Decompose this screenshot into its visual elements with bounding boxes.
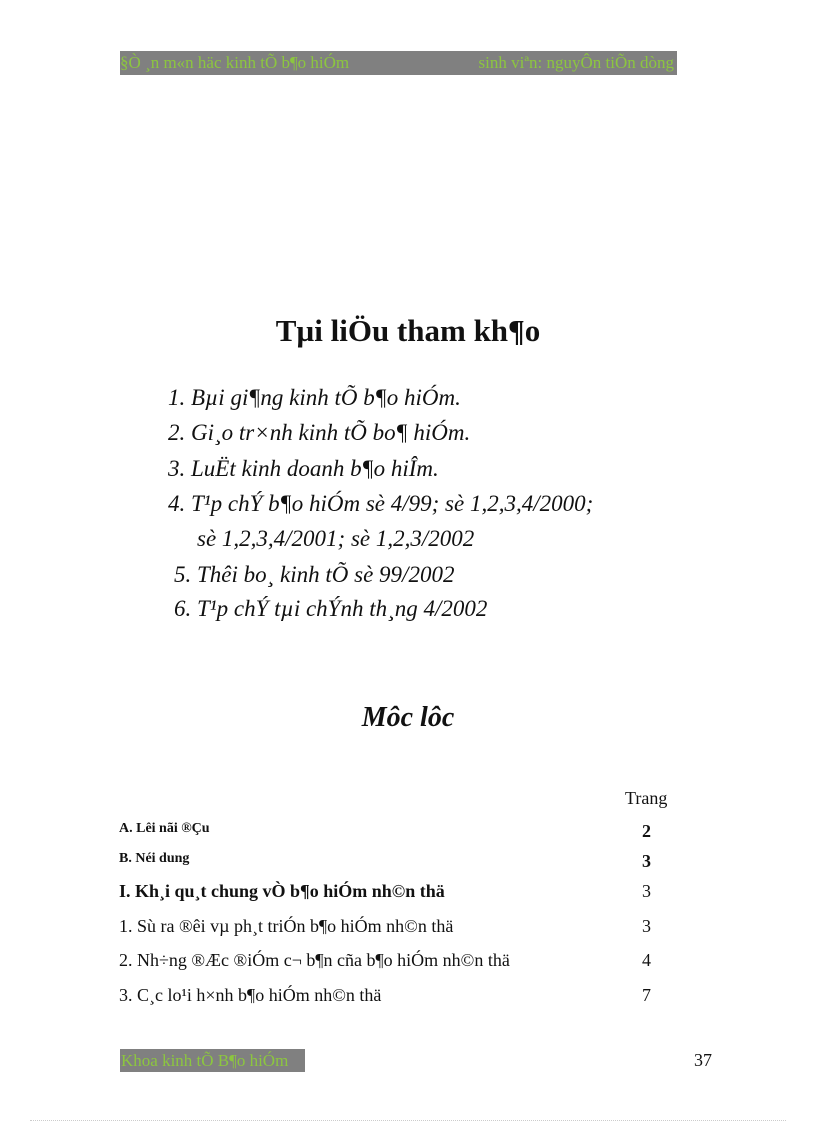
toc-page: 7 [642,985,651,1005]
toc-title: Môc lôc [361,702,455,733]
header-left: §Ò ¸n m«n häc kinh tÕ b¶o hiÓm [120,53,350,72]
reference-item: 5. Thêi bo¸ kinh tÕ sè 99/2002 [174,562,455,587]
toc-row [119,851,651,872]
toc-page: 4 [642,950,651,970]
reference-item: 1. Bµi gi¶ng kinh tÕ b¶o hiÓm. [168,385,461,410]
toc-row [119,950,651,971]
toc-row [119,916,651,937]
toc-page-header: Trang [625,788,668,808]
reference-item: 2. Gi¸o tr×nh kinh tÕ bo¶ hiÓm. [168,420,471,445]
toc-label: B. Néi dung [119,851,190,866]
toc-page: 3 [642,851,651,871]
page-title: Tµi liÖu tham kh¶o [275,313,541,348]
toc-row [119,821,651,842]
toc-label: 3. C¸c lo¹i h×nh b¶o hiÓm nh©n thä [119,985,382,1005]
reference-item: sè 1,2,3,4/2001; sè 1,2,3/2002 [197,526,475,551]
page-border-divider [30,1120,786,1121]
page-header [120,51,677,75]
page-number: 37 [694,1050,712,1070]
toc-row [119,985,651,1006]
toc-page: 3 [642,916,651,936]
reference-item: 4. T¹p chÝ b¶o hiÓm sè 4/99; sè 1,2,3,4/2000; [168,491,594,516]
toc-row [119,881,651,902]
page-footer: Khoa kinh tÕ B¶o hiÓm [120,1049,305,1072]
reference-item: 3. LuËt kinh doanh b¶o hiÎm. [168,456,439,481]
toc-page: 3 [642,881,651,901]
toc-label: 2. Nh÷ng ®Æc ®iÓm c¬ b¶n cña b¶o hiÓm nh©n thä [119,950,510,970]
toc-page: 2 [642,821,651,841]
toc-label: 1. Sù ra ®êi vµ ph¸t triÓn b¶o hiÓm nh©n thä [119,916,454,936]
header-right: sinh viªn: nguyÔn tiÕn dòng [478,53,674,72]
toc-label: I. Kh¸i qu¸t chung vÒ b¶o hiÓm nh©n thä [119,881,445,901]
toc-label: A. Lêi nãi ®Çu [119,821,210,836]
reference-item: 6. T¹p chÝ tµi chÝnh th¸ng 4/2002 [174,596,488,621]
